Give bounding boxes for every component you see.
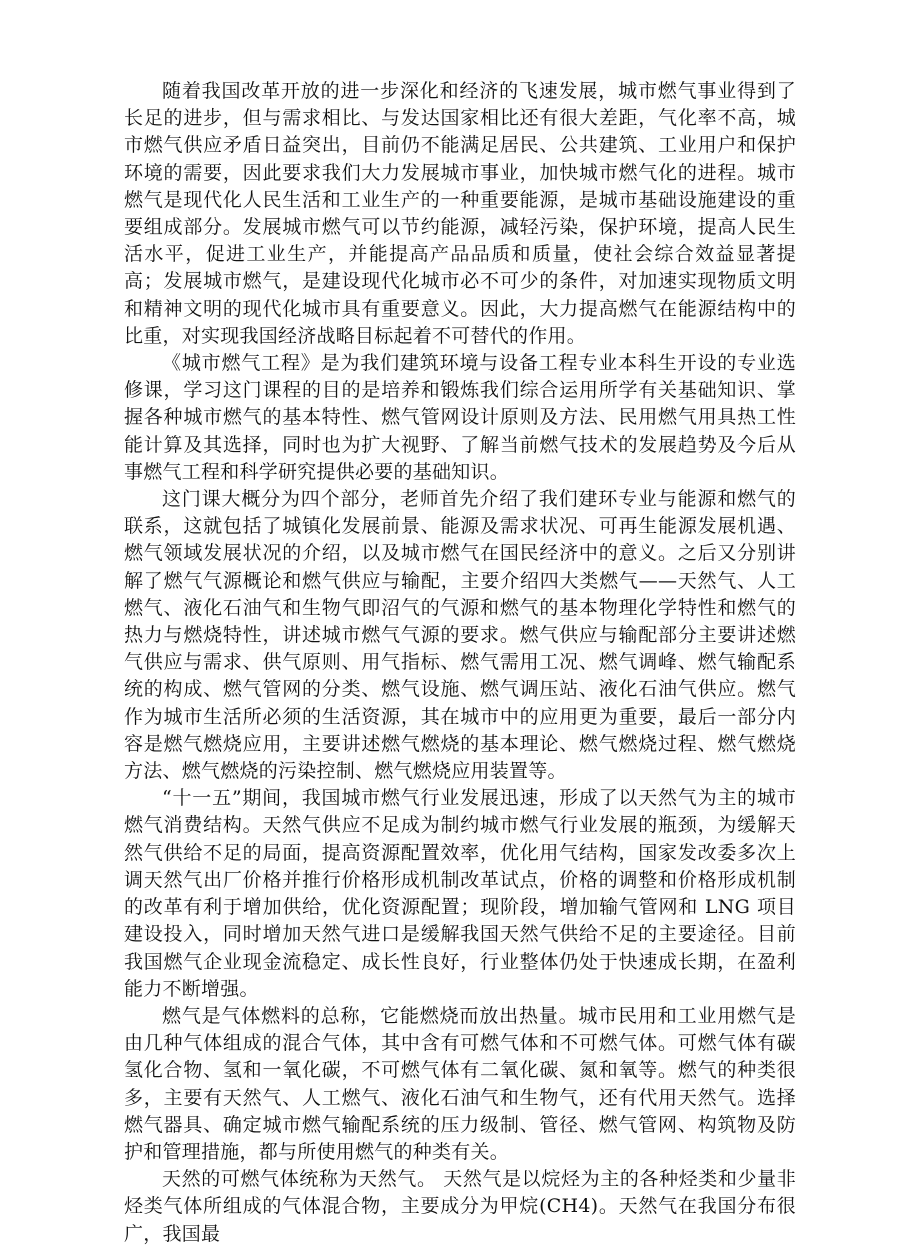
paragraph-2: 《城市燃气工程》是为我们建筑环境与设备工程专业本科生开设的专业选修课，学习这门课程的目的是培养和锻炼我们综合运用所学有关基础知识、掌握各种城市燃气的基本特性、燃气管网设计原则及方法、民用燃气用具热工性能计算及其选择，同时也为扩大视野、了解当前燃气技术的发展趋势及今后从事燃气工程和科学研究提供必要的基础知识。 [124, 352, 796, 483]
paragraph-1: 随着我国改革开放的进一步深化和经济的飞速发展，城市燃气事业得到了长足的进步，但与需求相比、与发达国家相比还有很大差距，气化率不高，城市燃气供应矛盾日益突出，目前仍不能满足居民、公共建筑、工业用户和保护环境的需要，因此要求我们大力发展城市事业，加快城市燃气化的进程。城市燃气是现代化人民生活和工业生产的一种重要能源，是城市基础设施建设的重要组成部分。发展城市燃气可以节约能源，减轻污染，保护环境，提高人民生活水平，促进工业生产，并能提高产品品质和质量，使社会综合效益显著提高；发展城市燃气，是建设现代化城市必不可少的条件，对加速实现物质文明和精神文明的现代化城市具有重要意义。因此，大力提高燃气在能源结构中的比重，对实现我国经济战略目标起着不可替代的作用。 [124, 80, 796, 347]
paragraph-4: “十一五”期间，我国城市燃气行业发展迅速，形成了以天然气为主的城市燃气消费结构。天然气供应不足成为制约城市燃气行业发展的瓶颈，为缓解天然气供给不足的局面，提高资源配置效率，优化用气结构，国家发改委多次上调天然气出厂价格并推行价格形成机制改革试点，价格的调整和价格形成机制的改革有利于增加供给，优化资源配置；现阶段，增加输气管网和 LNG 项目建设投入，同时增加天然气进口是缓解我国天然气供给不足的主要途径。目前我国燃气企业现金流稳定、成长性良好，行业整体仍处于快速成长期，在盈利能力不断增强。 [124, 787, 796, 1000]
document-body [124, 78, 796, 1248]
paragraph-6: 天然的可燃气体统称为天然气。 天然气是以烷烃为主的各种烃类和少量非烃类气体所组成的气体混合物，主要成分为甲烷(CH4)。天然气在我国分布很广，我国最 [124, 1168, 796, 1245]
paragraph-5: 燃气是气体燃料的总称，它能燃烧而放出热量。城市民用和工业用燃气是由几种气体组成的混合气体，其中含有可燃气体和不可燃气体。可燃气体有碳氢化合物、氢和一氧化碳，不可燃气体有二氧化碳、氮和氧等。燃气的种类很多，主要有天然气、人工燃气、液化石油气和生物气，还有代用天然气。选择燃气器具、确定城市燃气输配系统的压力级制、管径、燃气管网、构筑物及防护和管理措施，都与所使用燃气的种类有关。 [124, 1004, 796, 1163]
paragraph-3: 这门课大概分为四个部分，老师首先介绍了我们建环专业与能源和燃气的联系，这就包括了城镇化发展前景、能源及需求状况、可再生能源发展机遇、燃气领域发展状况的介绍，以及城市燃气在国民经济中的意义。之后又分别讲解了燃气气源概论和燃气供应与输配，主要介绍四大类燃气——天然气、人工燃气、液化石油气和生物气即沼气的气源和燃气的基本物理化学特性和燃气的热力与燃烧特性，讲述城市燃气气源的要求。燃气供应与输配部分主要讲述燃气供应与需求、供气原则、用气指标、燃气需用工况、燃气调峰、燃气输配系统的构成、燃气管网的分类、燃气设施、燃气调压站、液化石油气供应。燃气作为城市生活所必须的生活资源，其在城市中的应用更为重要，最后一部分内容是燃气燃烧应用，主要讲述燃气燃烧的基本理论、燃气燃烧过程、燃气燃烧方法、燃气燃烧的污染控制、燃气燃烧应用装置等。 [124, 488, 796, 783]
